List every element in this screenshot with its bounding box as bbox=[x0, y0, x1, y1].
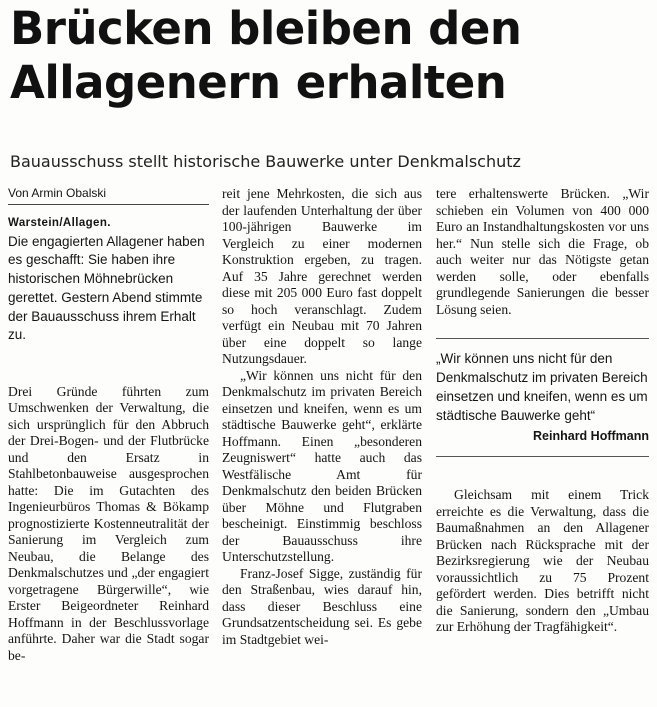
headline: Brücken bleiben den Allagenern erhalten bbox=[10, 2, 522, 109]
lead-text: Die engagierten Allagener haben es geschafft: Sie haben ihre historischen Möhnebrücken gerettet. Gestern Abend stimmte der Bauausschuss ihrem Erhalt zu. bbox=[8, 233, 205, 343]
pull-quote-author: Reinhard Hoffmann bbox=[533, 429, 649, 443]
body-paragraph: Gleichsam mit einem Trick erreichte es die Verwaltung, dass die Baumaßnahmen an den Allagener Brücken nach Rücksprache mit der Bezirksregierung wie der Neubau voraussichtlich zu 75 Prozent gefördert werden. Dies betrifft nicht die Sanierung, sondern den „Umbau zur Erhöhung der Tragfähigkeit“. bbox=[436, 487, 649, 634]
column-2 bbox=[222, 186, 422, 648]
byline: Von Armin Obalski bbox=[8, 186, 209, 205]
body-paragraph: tere erhaltenswerte Brücken. „Wir schieben ein Volumen von 400 000 Euro an Instandhaltungskosten vor uns her.“ Nun stelle sich die Frage, ob auch weiter nur das Nötigste getan werden solle, oder ebenfalls grundlegende Sanierungen die besser Lösung seien. bbox=[436, 186, 649, 317]
column-3 bbox=[436, 186, 649, 636]
body-paragraph: Drei Gründe führten zum Umschwenken der Verwaltung, die sich ursprünglich für den Abbruch der Drei-Bogen- und der Flutbrücke und den Ersatz in Stahlbetonbauweise ausgesprochen hatte: Die im Gutachten des Ingenieurbüros Thomas & Bökamp prognostizierte Kostenneutralität der Sanierung im Vergleich zum Neubau, die Belange des Denkmalschutzes und „der engagiert vorgetragene Bürgerwille“, wie Erster Beigeordneter Reinhard Hoffmann in der Beschlussvorlage anführte. Daher war die Stadt sogar be- bbox=[8, 383, 209, 663]
subheadline: Bauausschuss stellt historische Bauwerke unter Denkmalschutz bbox=[10, 152, 521, 171]
body-paragraph: Franz-Josef Sigge, zuständig für den Straßenbau, wies darauf hin, dass dieser Beschluss eine Grundsatzentscheidung sei. Es gebe im Stadtgebiet wei- bbox=[222, 565, 422, 647]
dateline: Warstein/Allagen. bbox=[8, 217, 111, 229]
pull-quote bbox=[436, 338, 649, 457]
column-1 bbox=[8, 186, 209, 664]
body-paragraph: reit jene Mehrkosten, die sich aus der laufenden Unterhaltung der über 100-jährigen Bauwerke im Vergleich zu einer modernen Konstruktion ergeben, zu tragen. Auf 35 Jahre gerechnet werden diese mit 205 000 Euro fast doppelt so hoch veranschlagt. Zudem verfügt ein Neubau mit 70 Jahren über eine doppelt so lange Nutzungsdauer. bbox=[222, 186, 422, 366]
lead-paragraph bbox=[8, 213, 209, 345]
body-paragraph: „Wir können uns nicht für den Denkmalschutz im privaten Bereich einsetzen und kneifen, wenn es um städtische Bauwerke geht“, erklärte Hoffmann. Einen „besonderen Zeugniswert“ hatte auch das Westfälische Amt für Denkmalschutz den beiden Brücken über Möhne und Flutgraben bescheinigt. Einstimmig beschloss der Bauausschuss ihre Unterschutzstellung. bbox=[222, 367, 422, 564]
pull-quote-text: „Wir können uns nicht für den Denkmalschutz im privaten Bereich einsetzen und kneifen, wenn es um städtische Bauwerke geht“ bbox=[436, 351, 648, 423]
